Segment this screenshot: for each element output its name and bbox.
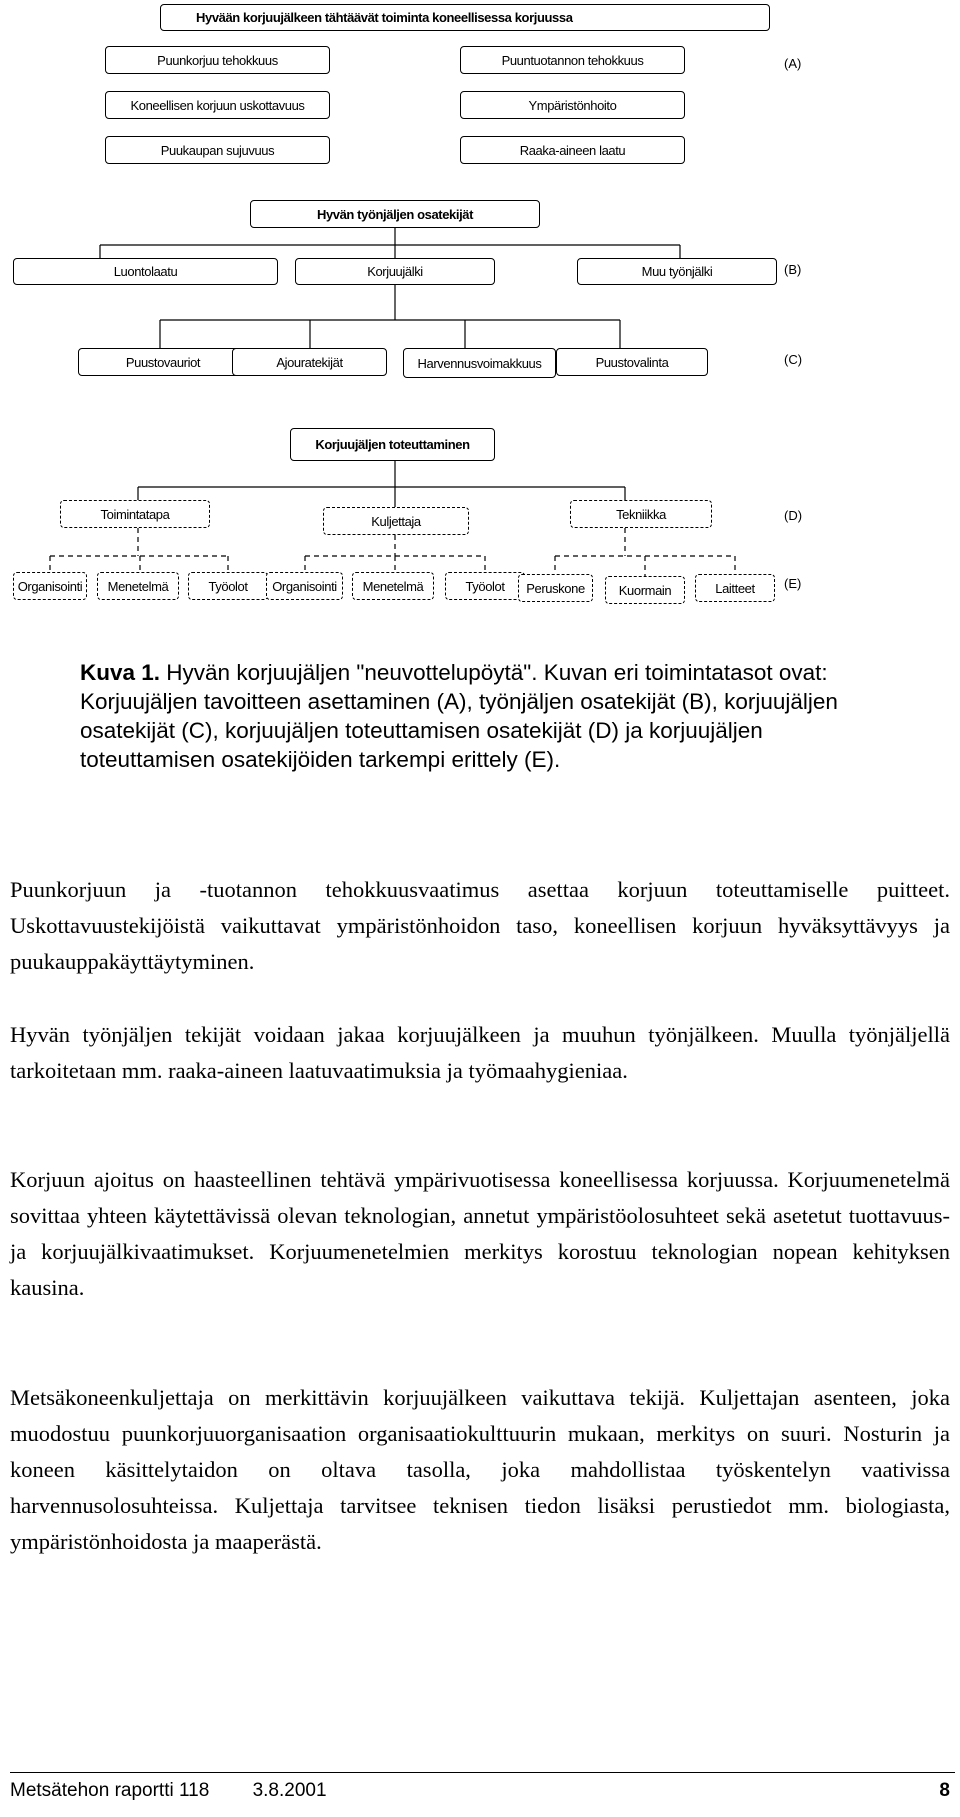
figure-caption	[80, 658, 880, 774]
implementation-box: Kuljettaja	[323, 507, 469, 535]
caption-text: Hyvän korjuujäljen "neuvottelupöytä". Kuvan eri toimintatasot ovat: Korjuujäljen tavoitteen asettaminen (A), työnjäljen osatekijät (B), korjuujäljen osatekijät (C), korjuujäljen toteuttamisen osatekijät (D) ja korjuujäljen toteuttamisen osatekijöiden tarkempi erittely (E).	[80, 660, 838, 772]
goal-box: Puuntuotannon tehokkuus	[460, 46, 685, 74]
level-marker: (A)	[784, 56, 802, 71]
goal-box: Puukaupan sujuvuus	[105, 136, 330, 164]
detail-box: Menetelmä	[97, 572, 179, 600]
work-quality-box: Korjuujälki	[295, 258, 495, 285]
detail-box: Peruskone	[518, 574, 593, 602]
footer-rule	[10, 1772, 955, 1773]
level-marker: (B)	[784, 262, 802, 277]
caption-label: Kuva 1.	[80, 660, 161, 685]
level-marker: (C)	[784, 352, 803, 367]
implementation-box: Tekniikka	[570, 500, 712, 528]
goal-box: Puunkorjuu tehokkuus	[105, 46, 330, 74]
detail-box: Organisointi	[13, 572, 87, 600]
detail-box: Laitteet	[695, 574, 775, 602]
level-header: Hyvän työnjäljen osatekijät	[250, 200, 540, 228]
body-paragraph: Puunkorjuun ja -tuotannon tehokkuusvaatimus asettaa korjuun toteuttamiselle puitteet. Uskottavuustekijöistä vaikuttavat ympäristönhoidon taso, koneellisen korjuun hyväksyttävyys ja puukauppakäyttäytyminen.	[10, 877, 950, 974]
implementation-box: Toimintatapa	[60, 500, 210, 528]
detail-box: Työolot	[445, 572, 525, 600]
detail-box: Työolot	[188, 572, 268, 600]
level-marker: (D)	[784, 508, 803, 523]
level-marker: (E)	[784, 576, 802, 591]
goal-box: Raaka-aineen laatu	[460, 136, 685, 164]
harvest-factor-box: Harvennusvoimakkuus	[403, 348, 556, 378]
goal-box: Koneellisen korjuun uskottavuus	[105, 91, 330, 119]
detail-box: Kuormain	[605, 576, 685, 604]
diagram-title: Hyvään korjuujälkeen tähtäävät toiminta koneellisessa korjuussa	[160, 4, 770, 31]
level-header: Korjuujäljen toteuttaminen	[290, 428, 495, 461]
harvest-factor-box: Ajouratekijät	[232, 348, 387, 376]
publication-date: 3.8.2001	[252, 1780, 327, 1801]
page-footer	[10, 1780, 950, 1802]
body-paragraph: Hyvän työnjäljen tekijät voidaan jakaa korjuujälkeen ja muuhun työnjälkeen. Muulla työnjäljellä tarkoitetaan mm. raaka-aineen laatuvaatimuksia ja työmaahygieniaa.	[10, 1022, 950, 1083]
detail-box: Menetelmä	[352, 572, 434, 600]
work-quality-box: Muu työnjälki	[577, 258, 777, 285]
page-number: 8	[939, 1780, 950, 1801]
harvest-factor-box: Puustovauriot	[78, 348, 248, 376]
body-paragraph: Metsäkoneenkuljettaja on merkittävin korjuujälkeen vaikuttava tekijä. Kuljettajan asenteen, joka muodostuu puunkorjuuorganisaation organisaatiokulttuurin mukaan, merkitys on suuri. Nosturin ja koneen käsittelytaidon on oltava tasolla, joka mahdollistaa työskentelyn vaativissa harvennusolosuhteissa. Kuljettaja tarvitsee teknisen tiedon lisäksi perustiedot mm. biologiasta, ympäristönhoidosta ja maaperästä.	[10, 1385, 950, 1554]
goal-box: Ympäristönhoito	[460, 91, 685, 119]
body-paragraph: Korjuun ajoitus on haasteellinen tehtävä ympärivuotisessa koneellisessa korjuussa. Korjuumenetelmä sovittaa yhteen käytettävissä olevan teknologian, annetut ympäristöolosuhteet sekä asetetut tuottavuus- ja korjuujälkivaatimukset. Korjuumenetelmien merkitys korostuu teknologian nopean kehityksen kausina.	[10, 1167, 950, 1300]
detail-box: Organisointi	[266, 572, 343, 600]
publication-name: Metsätehon raportti 118	[10, 1780, 210, 1801]
work-quality-box: Luontolaatu	[13, 258, 278, 285]
harvest-factor-box: Puustovalinta	[556, 348, 708, 376]
